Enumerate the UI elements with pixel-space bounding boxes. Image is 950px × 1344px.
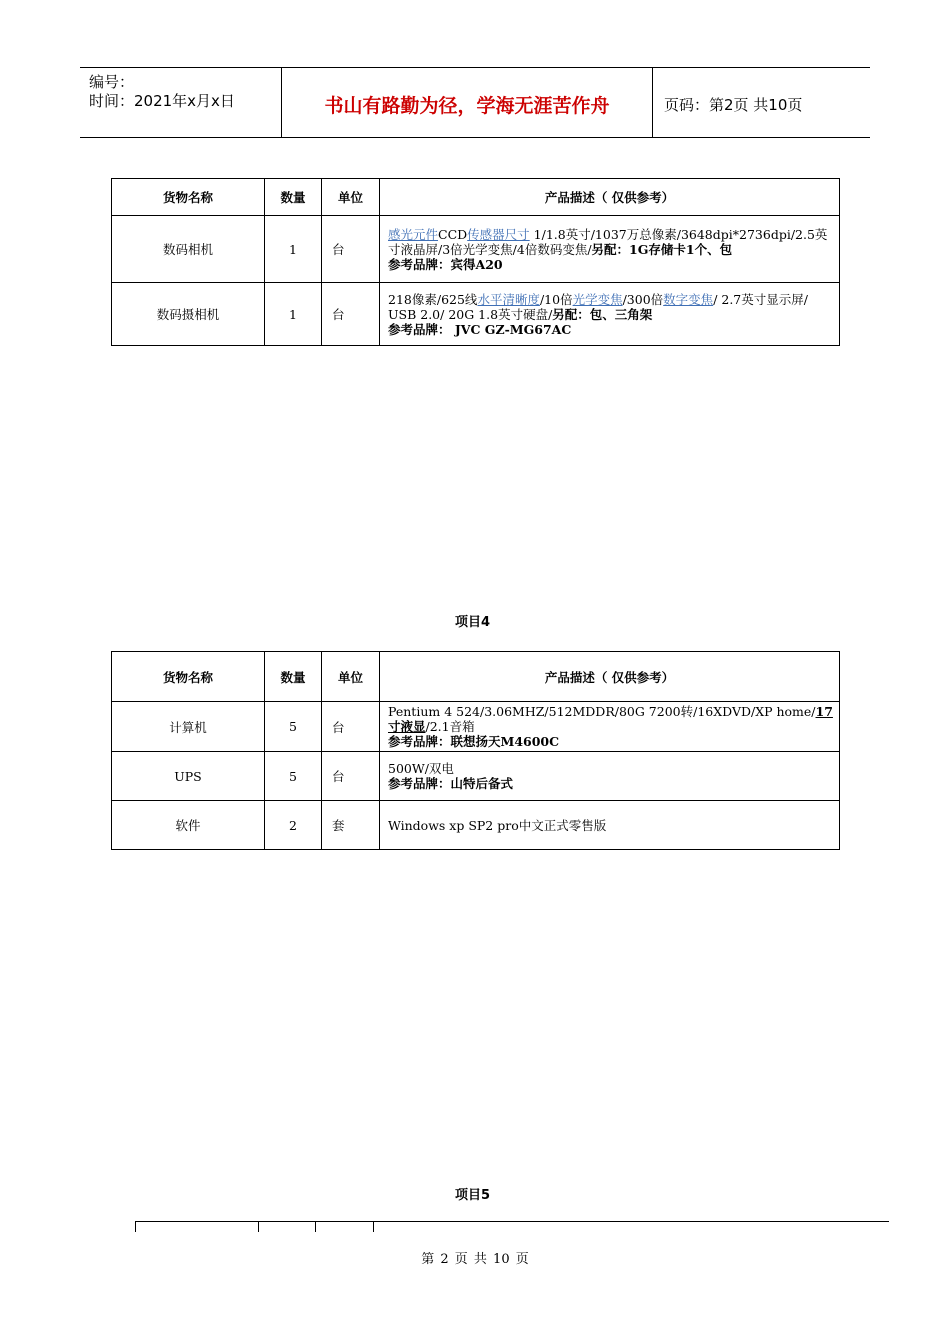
cell-unit: 台 [322,283,380,346]
desc-text: 1/1.8英寸/1037万总像素/3648dpi*2736dpi/2.5英寸液晶屏/3倍光学变焦/4倍数码变焦/ [388,226,828,257]
header-cell-qty: 数量 [265,179,322,216]
page-footer: 第 2 页 共 10 页 [421,1252,529,1267]
cell-desc [380,702,840,752]
cell-name: 计算机 [112,702,265,752]
header-cell-desc: 产品描述（ 仅供参考） [380,652,840,702]
desc-text: 218像素/625线 [388,291,478,307]
cell-qty: 5 [265,752,322,801]
cell-qty: 2 [265,801,322,850]
cell-unit: 台 [322,702,380,752]
page-header [80,67,870,138]
header-number-label: 编号： [89,73,135,91]
link-sensor[interactable]: 感光元件 [388,226,439,242]
cell-desc [380,801,840,850]
desc-text: CCD [438,226,468,242]
cell-name: 数码相机 [112,216,265,283]
table-row [112,283,840,346]
header-cell-name: 货物名称 [112,179,265,216]
goods-table-2 [111,651,840,850]
desc-brand: 参考品牌：宾得A20 [388,256,503,272]
header-meta [80,68,282,137]
header-motto: 书山有路勤为径，学海无涯苦作舟 [282,68,653,137]
desc-text: / 2.7英寸显示屏/ USB 2.0/ 20G 1.8英寸硬盘/ [388,291,808,322]
desc-text: 500W/双电 [388,761,454,776]
cell-qty: 5 [265,702,322,752]
desc-monitor: 17寸液显 [388,704,833,734]
table-row [112,702,840,752]
desc-brand: 参考品牌：联想扬天M4600C [388,734,560,749]
cell-desc [380,216,840,283]
desc-text: /300倍 [622,291,664,307]
cell-name: 软件 [112,801,265,850]
table-header-row [112,179,840,216]
goods-table-3-partial [135,1221,889,1232]
desc-accessory: 另配：1G存储卡1个、包 [591,241,733,257]
section-title-4: 项目4 [455,615,491,630]
desc-accessory: 另配：包、三角架 [552,306,653,322]
goods-table-1 [111,178,840,346]
cell-qty: 1 [265,216,322,283]
desc-text: Pentium 4 524/3.06MHZ/512MDDR/80G 7200转/16XDVD/XP home/ [388,704,816,719]
header-cell-name: 货物名称 [112,652,265,702]
header-cell-unit: 单位 [322,652,380,702]
link-digital-zoom[interactable]: 数字变焦 [663,291,714,307]
table-row [112,752,840,801]
desc-brand: 参考品牌：山特后备式 [388,776,514,791]
desc-text: /2.1音箱 [425,719,475,734]
cell-unit: 套 [322,801,380,850]
link-optical-zoom[interactable]: 光学变焦 [572,291,623,307]
cell-desc [380,283,840,346]
cell-desc [380,752,840,801]
header-time-label: 时间：2021年x月x日 [89,92,235,110]
header-page-info: 页码：第2页 共10页 [664,96,803,114]
desc-text: /10倍 [539,291,573,307]
table-header-row [112,652,840,702]
link-sensor-size[interactable]: 传感器尺寸 [467,226,530,242]
link-resolution[interactable]: 水平清晰度 [477,291,540,307]
desc-text: Windows xp SP2 pro中文正式零售版 [388,817,607,833]
cell-name: UPS [112,752,265,801]
table-row [112,801,840,850]
cell-qty: 1 [265,283,322,346]
desc-brand: 参考品牌： JVC GZ-MG67AC [388,321,572,337]
table-row [112,216,840,283]
header-cell-qty: 数量 [265,652,322,702]
section-title-5: 项目5 [455,1188,491,1203]
cell-unit: 台 [322,216,380,283]
cell-unit: 台 [322,752,380,801]
header-cell-unit: 单位 [322,179,380,216]
cell-name: 数码摄相机 [112,283,265,346]
header-cell-desc: 产品描述（ 仅供参考） [380,179,840,216]
